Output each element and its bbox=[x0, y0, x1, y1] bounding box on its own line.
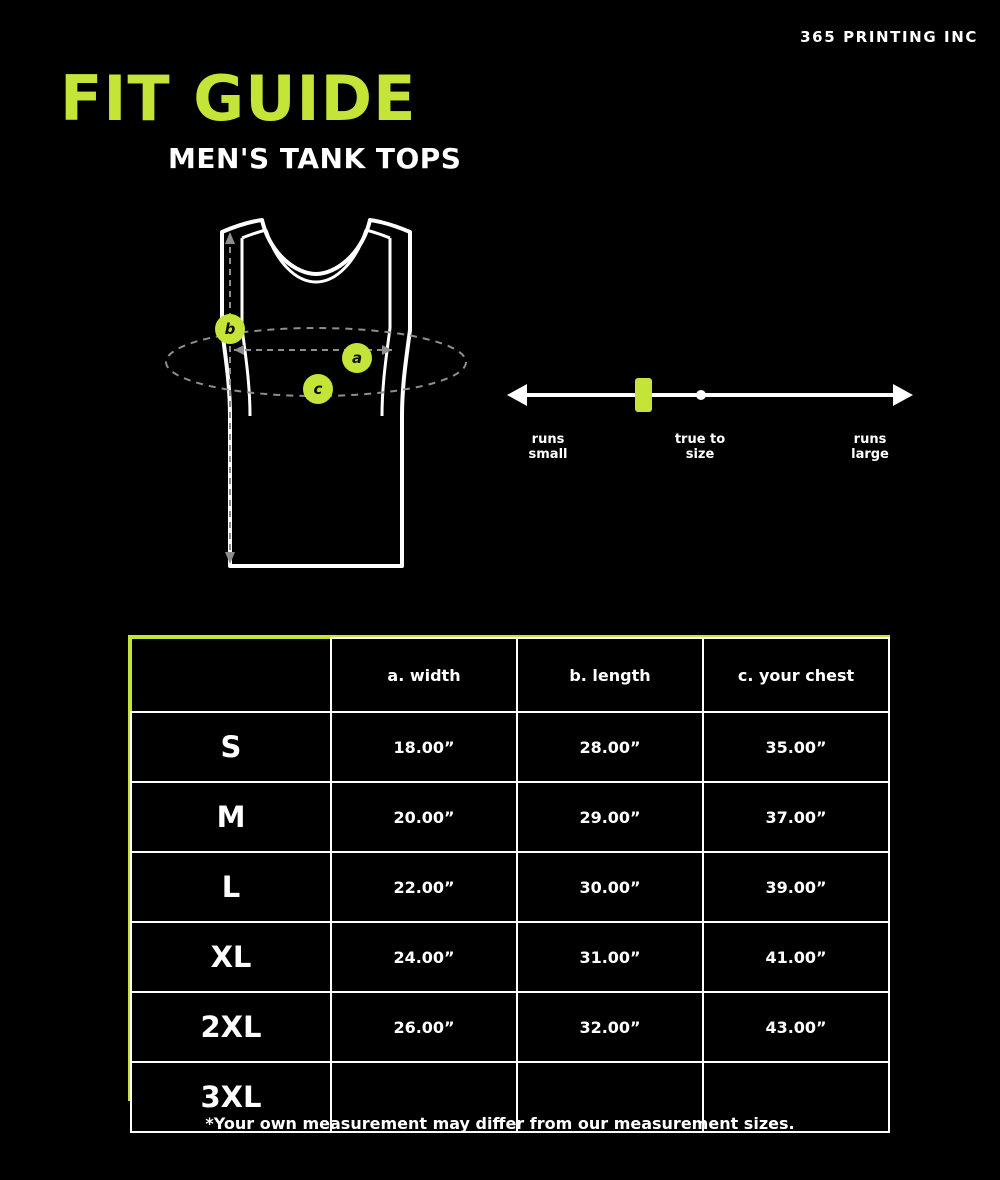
fit-scale-label-true-line2: size bbox=[685, 446, 715, 462]
badge-b: b bbox=[215, 314, 245, 344]
length-value: 30.00” bbox=[517, 852, 703, 922]
tank-top-illustration bbox=[130, 210, 470, 600]
width-value: 20.00” bbox=[331, 782, 517, 852]
table-header-width: a. width bbox=[331, 638, 517, 712]
size-label: M bbox=[131, 782, 331, 852]
chest-value: 35.00” bbox=[703, 712, 889, 782]
fit-scale-label-true bbox=[650, 433, 750, 463]
page-title: FIT GUIDE bbox=[60, 62, 417, 135]
table-row bbox=[131, 922, 889, 992]
length-value: 32.00” bbox=[517, 992, 703, 1062]
tank-top-diagram bbox=[130, 210, 470, 600]
chest-value: 41.00” bbox=[703, 922, 889, 992]
badge-c: c bbox=[303, 374, 333, 404]
brand-name: 365 PRINTING INC bbox=[800, 28, 978, 46]
table-row bbox=[131, 852, 889, 922]
length-value: 31.00” bbox=[517, 922, 703, 992]
size-label: 2XL bbox=[131, 992, 331, 1062]
width-value: 22.00” bbox=[331, 852, 517, 922]
table-row bbox=[131, 712, 889, 782]
width-value: 24.00” bbox=[331, 922, 517, 992]
table-row bbox=[131, 782, 889, 852]
length-value: 29.00” bbox=[517, 782, 703, 852]
fit-scale-label-small-line2: small bbox=[528, 446, 568, 462]
size-label: 3XL bbox=[131, 1062, 331, 1132]
size-label: XL bbox=[131, 922, 331, 992]
fit-scale-axis bbox=[505, 365, 915, 425]
fit-scale-label-large bbox=[825, 433, 915, 463]
fit-scale-label-true-line1: true to bbox=[674, 432, 726, 447]
fit-scale-marker bbox=[635, 378, 652, 412]
table-header-length: b. length bbox=[517, 638, 703, 712]
page-subtitle: MEN'S TANK TOPS bbox=[168, 142, 462, 175]
fit-scale-label-small-line1: runs bbox=[531, 432, 565, 447]
table-header-chest: c. your chest bbox=[703, 638, 889, 712]
chest-value: 37.00” bbox=[703, 782, 889, 852]
size-label: L bbox=[131, 852, 331, 922]
size-label: S bbox=[131, 712, 331, 782]
fit-scale-label-small bbox=[503, 433, 593, 463]
length-value: 28.00” bbox=[517, 712, 703, 782]
size-table bbox=[130, 637, 890, 1133]
width-value: 26.00” bbox=[331, 992, 517, 1062]
fit-scale-label-large-line1: runs bbox=[853, 432, 887, 447]
badge-a: a bbox=[342, 343, 372, 373]
footnote: *Your own measurement may differ from our measurement sizes. bbox=[205, 1114, 795, 1133]
chest-value: 39.00” bbox=[703, 852, 889, 922]
fit-scale bbox=[505, 365, 915, 475]
table-header-row bbox=[131, 638, 889, 712]
width-value: 18.00” bbox=[331, 712, 517, 782]
table-row bbox=[131, 992, 889, 1062]
table-header-size bbox=[131, 638, 331, 712]
chest-value: 43.00” bbox=[703, 992, 889, 1062]
fit-scale-label-large-line2: large bbox=[851, 446, 889, 462]
